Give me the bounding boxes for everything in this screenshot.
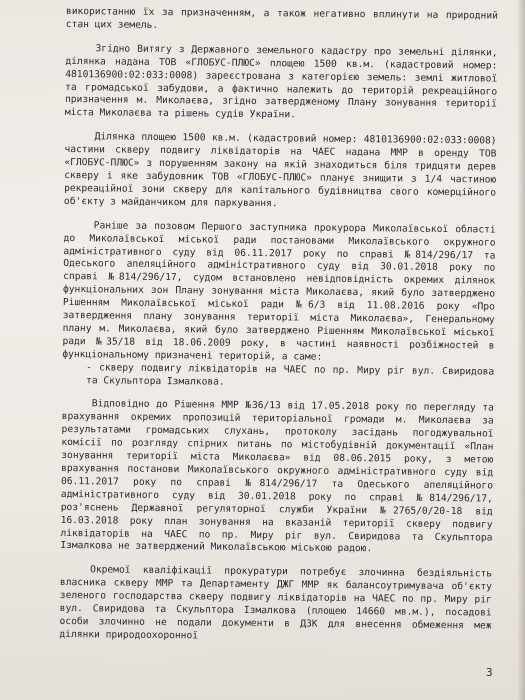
paragraph-land-plot: Ділянка площею 1500 кв.м. (кадастровий номер: 4810136900:02:033:0008) частини скверу подвигу ліквідаторів на ЧАЕС надана ММР в оренду ТОВ «ГЛОБУС-ПЛЮС» з порушенням закону на якій знаходиться біля тридцяти дерев скверу і яке забудовник ТОВ «ГЛОБУС-ПЛЮС» планує знищити з 1/4 частиною рекреаційної зони скверу для капітального будівництва свого комерційного об'єкту з майданчиком для паркування. — [63, 131, 497, 210]
paragraph-prosecution: Окремої кваліфікації прокуратури потребує злочинна бездіяльність власника скверу ММР та Департаменту ДЖГ ММР як балансоутримувача об'єкту зеленого господарства скверу подвигу ліквідаторів на ЧАЕС по пр. Миру ріг вул. Свиридова та Скульптора Ізмалкова (площею 14660 мв.м.), посадові особи злочинно не подали документи в ДЗК для внесення обмеження меж ділянки природоохоронної — [59, 564, 493, 642]
paragraph-court-rulings: Раніше за позовом Першого заступника прокурора Миколаївської області до Миколаївської міської ради постановами Миколаївського окружного адміністративного суду від 06.11.2017 року по справі №814/296/17 та Одеського апеляційного адміністративного суду від 30.01.2018 року по справі №814/296/17, судом встановлено невідповідність окремих ділянок функціональних зон Плану зонування міста Миколаєва, який було затверджено Рішенням Миколаївської міської ради №6/3 від 11.08.2016 року «Про затвердження плану зонування території міста Миколаєва», Генеральному плану м. Миколаєва, який було затверджено Рішенням Миколаївської міської ради №35/18 від 18.06.2009 року, в частині наявності розбіжностей в функціональному призначені територій, а саме: — [62, 219, 496, 363]
paragraph-intro: використанню їх за призначенням, а також негативно вплинути на природний стан цих земель. — [65, 6, 498, 31]
paragraph-cadastre-extract: Згідно Витягу з Державного земельного кадастру про земельні ділянки, ділянка надана ТОВ «ГЛОБУС-ПЛЮС» площею 1500 кв.м. (кадастровий номер: 4810136900:02:033:0008) зареєстрована з категорією земель: землі житлової та громадської забудови, а фактично належить до територій рекреаційного призначення м. Миколаєва, згідно затвердженому Плану зонування території міста Миколаєва та рішень судів України. — [64, 43, 498, 121]
document-body — [59, 6, 498, 657]
page-edge-shadow — [517, 0, 525, 700]
paragraph-council-decision: Відповідно до Рішення ММР №36/13 від 17.05.2018 року по перегляду та врахування окремих пропозицій територіальної громади м. Миколаєва за результатами громадських слухань, протоколу засідань погоджувальної комісії по розгляду спірних питань по містобудівній документації «План зонування території міста Миколаєва» від 08.06.2015 року, з метою врахування постанови Миколаївського окружного адміністративного суду від 06.11.2017 року по справі №814/296/17 та Одеського апеляційного адміністративного суду від 30.01.2018 року по справі №814/296/17, роз'яснень Державної регуляторної служби України №2765/0/20-18 від 16.03.2018 року план зонування на вказаній території скверу подвигу ліквідаторів на ЧАЕС по пр. Миру ріг вул. Свиридова та Скульптора Ізмалкова не затверджений Миколаївською міською радою. — [60, 398, 494, 555]
paragraph-bullet-square: - скверу подвигу ліквідаторів на ЧАЕС по пр. Миру ріг вул. Свиридова та Скульптора Ізмалкова. — [86, 361, 495, 388]
page-number: 3 — [486, 666, 493, 679]
